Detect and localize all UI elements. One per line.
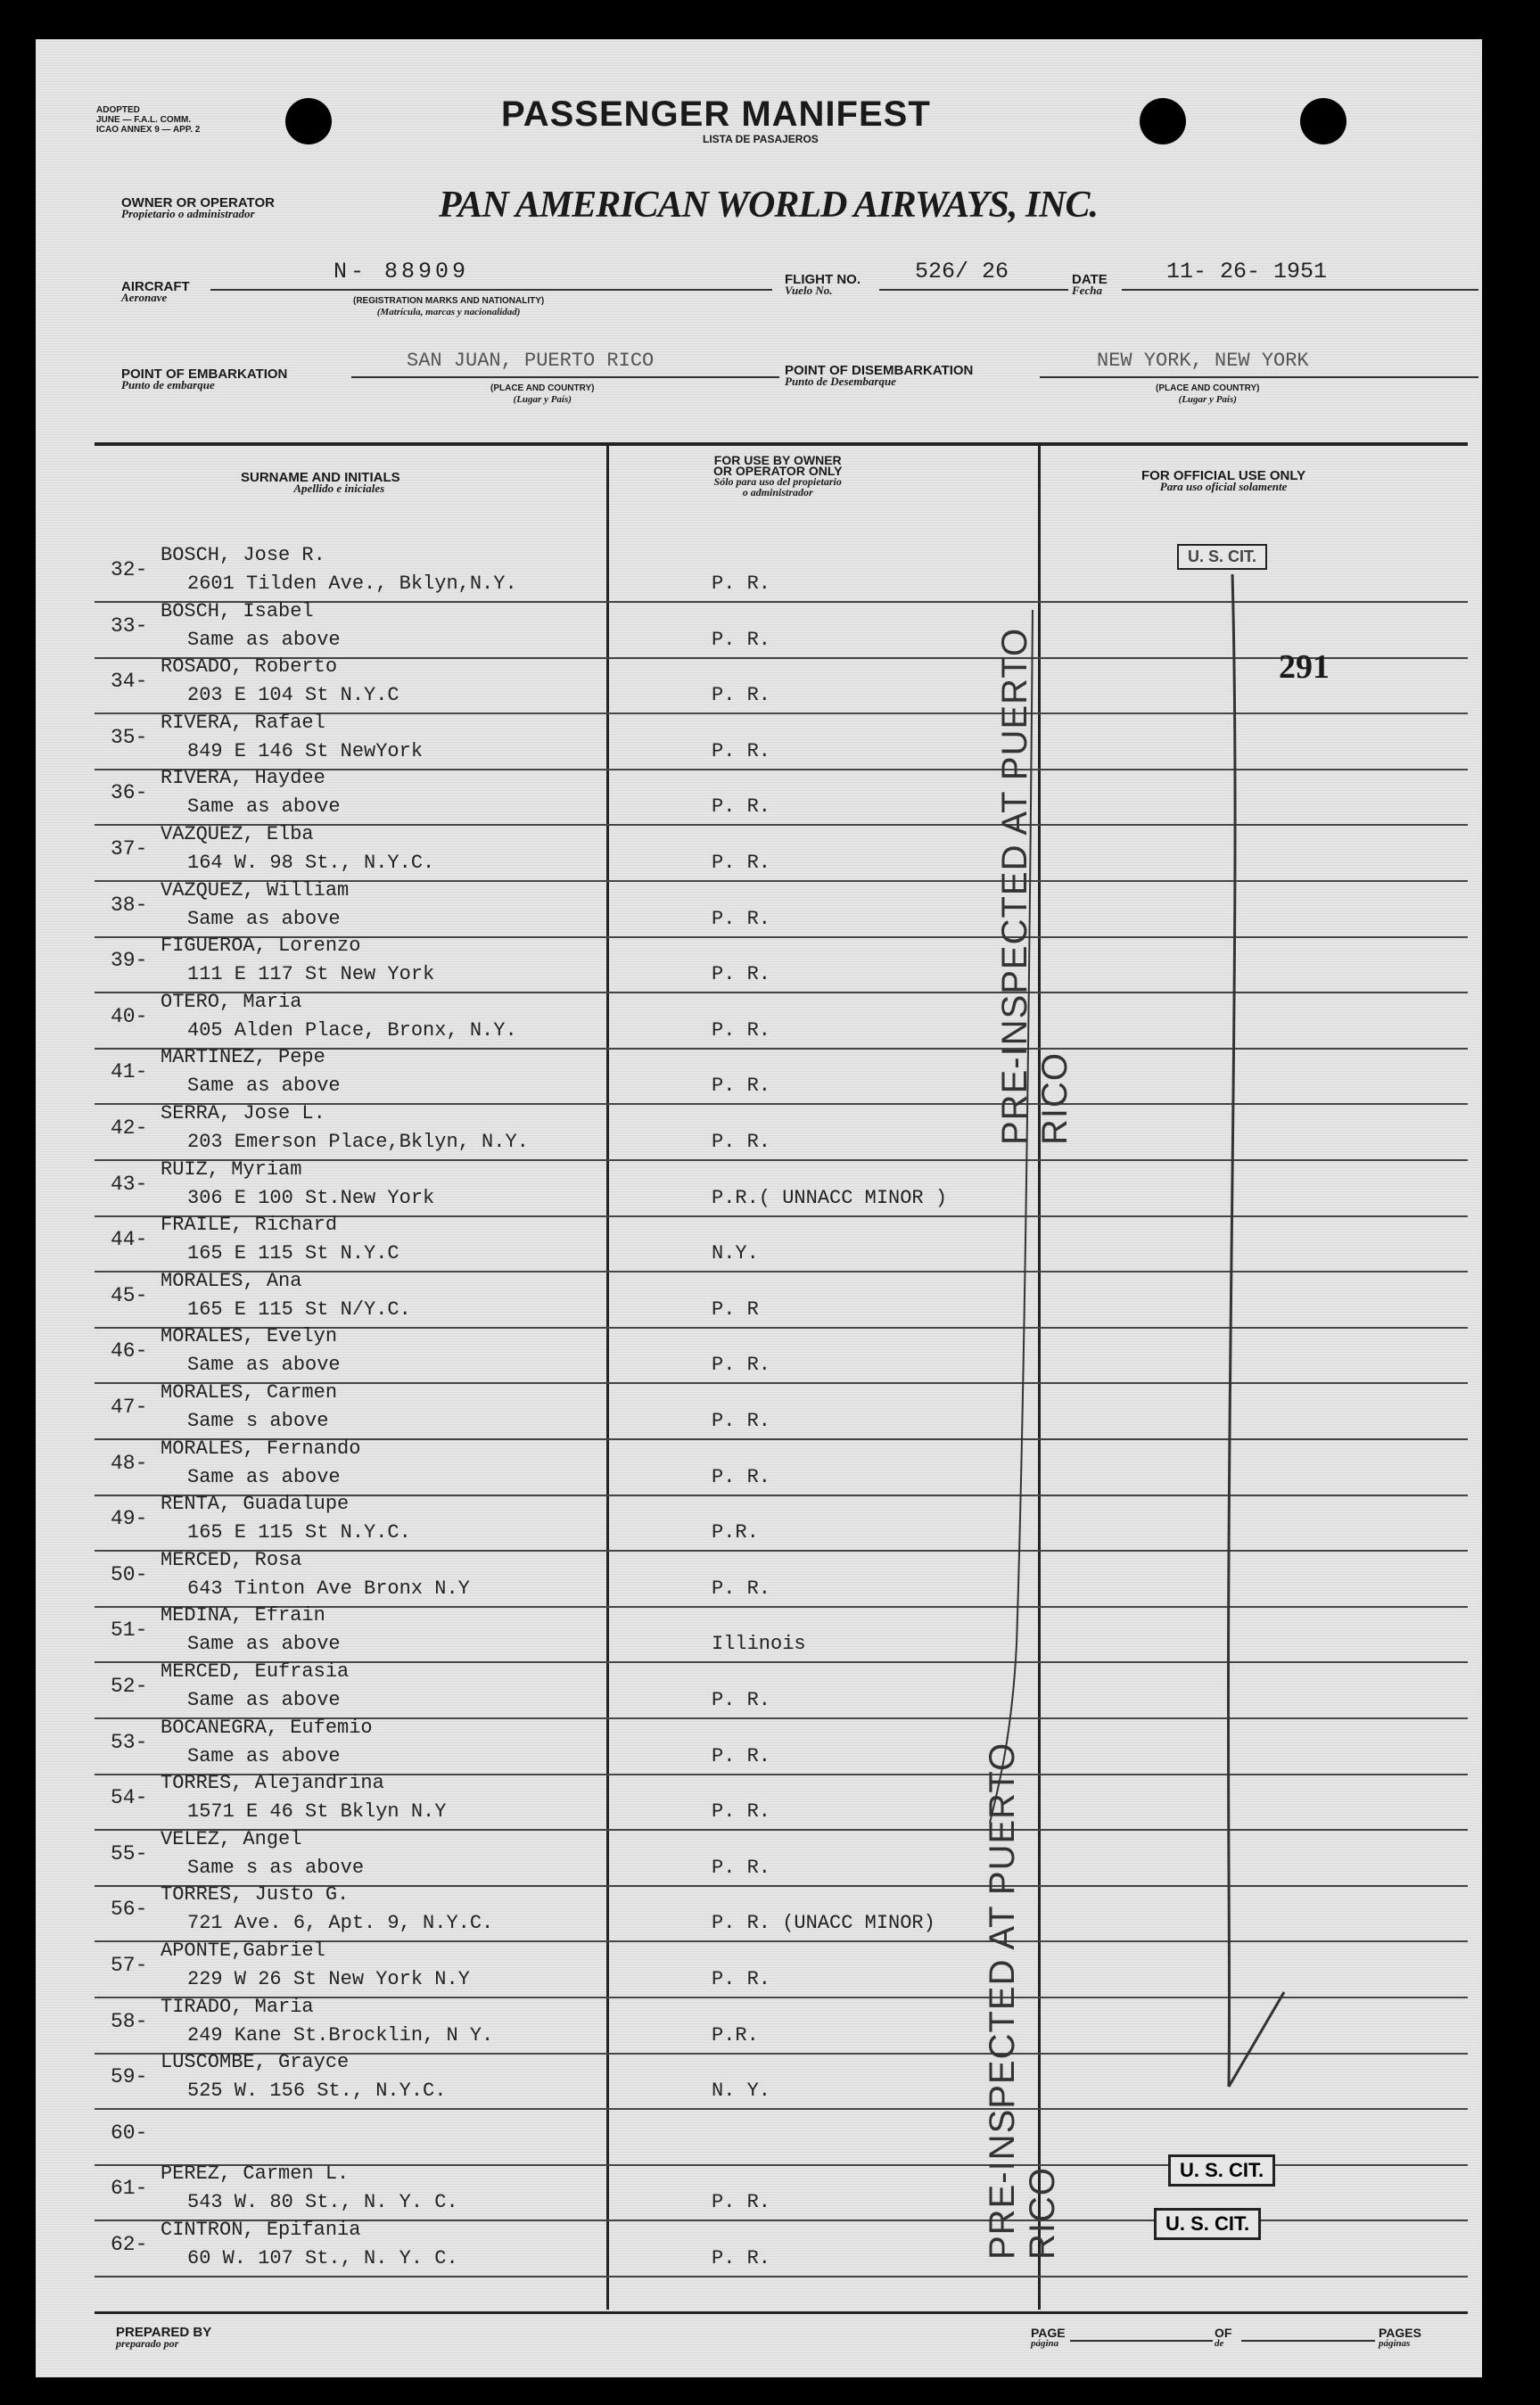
embark-label: POINT OF EMBARKATION Punto de embarque [121,367,288,391]
manifest-sheet [36,39,1482,2377]
passenger-name: RUIZ, Myriam [161,1157,302,1181]
row-number: 45- [111,1283,148,1307]
passenger-address: Same s above [187,1410,329,1432]
official-check-line [36,39,1482,2377]
passenger-name: MERCED, Rosa [161,1548,302,1571]
passenger-name: MARTINEZ, Pepe [161,1046,325,1069]
passenger-address: 203 Emerson Place,Bklyn, N.Y. [187,1131,529,1153]
passenger-address: 1571 E 46 St Bklyn N.Y [187,1800,447,1824]
passenger-address: Same as above [187,1075,341,1098]
owner-use-value: P. R. [712,852,771,874]
owner-use-value: P. R. [712,739,771,762]
passenger-address: 405 Alden Place, Bronx, N.Y. [187,1018,517,1042]
owner-use-value: Illinois [712,1633,806,1656]
passenger-name: VAZQUEZ, Elba [161,823,314,845]
footer-rule [95,2311,1468,2314]
row-number: 62- [111,2233,148,2256]
passenger-address: 543 W. 80 St., N. Y. C. [187,2191,458,2214]
owner-use-value: P.R. [712,2023,759,2047]
passenger-address: Same as above [187,1744,341,1767]
passenger-address: 229 W 26 St New York N.Y [187,1968,470,1990]
row-number: 58- [111,2009,148,2033]
column-header-owner: FOR USE BY OWNER OR OPERATOR ONLY Sólo para uso del propietario o administrador [713,453,843,498]
passenger-address: Same as above [187,628,341,651]
passenger-address: 721 Ave. 6, Apt. 9, N.Y.C. [187,1912,494,1935]
passenger-address: Same as above [187,1354,341,1377]
passenger-address: 203 E 104 St N.Y.C [187,684,399,707]
row-number: 40- [111,1004,148,1028]
passenger-address: Same as above [187,907,341,930]
passenger-address: 525 W. 156 St., N.Y.C. [187,2080,447,2103]
owner-use-value: P. R. [712,1465,771,1488]
owner-use-value: P. R. [712,628,771,651]
owner-use-value: P. R. [712,1354,771,1377]
passenger-address: Same s as above [187,1856,365,1879]
owner-use-value: P. R. [712,1131,771,1153]
passenger-name: FRAILE, Richard [161,1214,338,1237]
row-number: 59- [111,2065,148,2089]
owner-use-value: P. R. [712,1075,771,1098]
passenger-name: BOCANEGRA, Eufemio [161,1716,373,1739]
passenger-address: 111 E 117 St New York [187,963,435,986]
row-number: 61- [111,2177,148,2201]
passenger-address: Same as above [187,1633,341,1656]
passenger-address: Same as above [187,795,341,819]
owner-use-value: P. R. [712,1410,771,1432]
row-number: 60- [111,2121,148,2145]
passenger-name: SERRA, Jose L. [161,1102,325,1124]
passenger-name: MORALES, Evelyn [161,1325,338,1348]
owner-use-value: P. R. [712,1577,771,1600]
page-title: PASSENGER MANIFEST [501,95,931,134]
passenger-name: APONTE,Gabriel [161,1940,325,1962]
page-subtitle: LISTA DE PASAJEROS [703,133,819,145]
owner-use-value: N. Y. [712,2080,771,2103]
page-label: PAGE página [1031,2326,1066,2349]
row-number: 42- [111,1116,148,1140]
of-label: OF de [1215,2326,1232,2349]
owner-use-value: P. R. [712,2191,771,2214]
row-number: 34- [111,670,148,694]
owner-use-value: P. R. [712,963,771,986]
column-header-name: SURNAME AND INITIALS Apellido e iniciales [241,470,400,495]
row-number: 56- [111,1898,148,1922]
row-number: 57- [111,1954,148,1977]
row-number: 39- [111,949,148,973]
owner-use-value: P. R. [712,572,771,595]
row-number: 33- [111,614,148,638]
owner-use-value: P. R. [712,907,771,930]
underline [1241,2340,1375,2342]
passenger-name: BOSCH, Jose R. [161,544,325,566]
passenger-name: VAZQUEZ, William [161,878,350,902]
passenger-name: VELEZ, Angel [161,1827,302,1850]
passenger-address: 164 W. 98 St., N.Y.C. [187,852,435,874]
row-number: 51- [111,1618,148,1643]
row-number: 41- [111,1060,148,1084]
us-citizen-stamp-row-61: U. S. CIT. [1168,2154,1275,2187]
passenger-address: 306 E 100 St.New York [187,1186,435,1209]
owner-use-value: P. R. [712,1968,771,1990]
row-number: 46- [111,1339,148,1363]
owner-use-value: P. R. [712,684,771,707]
disembark-place-note: (PLACE AND COUNTRY) (Lugar y País) [1156,383,1260,405]
owner-value: PAN AMERICAN WORLD AIRWAYS, INC. [439,185,1099,226]
disembark-label: POINT OF DISEMBARKATION Punto de Desembarque [785,363,974,388]
passenger-name: BOSCH, Isabel [161,599,314,622]
passenger-name: MERCED, Eufrasia [161,1660,350,1683]
passenger-name: CINTRON, Epifania [161,2219,361,2241]
us-citizen-stamp-row-62: U. S. CIT. [1154,2208,1261,2240]
owner-use-value: P. R [712,1297,759,1321]
passenger-address: 165 E 115 St N/Y.C. [187,1297,411,1321]
owner-use-value: P. R. [712,1856,771,1879]
passenger-address: 249 Kane St.Brocklin, N Y. [187,2023,494,2047]
owner-use-value: P. R. (UNACC MINOR) [712,1912,935,1935]
row-number: 54- [111,1786,148,1810]
row-number: 52- [111,1675,148,1698]
passenger-address: 643 Tinton Ave Bronx N.Y [187,1577,470,1600]
embark-value: SAN JUAN, PUERTO RICO [407,350,655,372]
owner-use-value: P. R. [712,1744,771,1767]
form-adoption-note: ADOPTED JUNE — F.A.L. COMM. ICAO ANNEX 9 — APP. 2 [96,105,201,135]
passenger-address: Same as above [187,1689,341,1711]
owner-use-value: P. R. [712,2247,771,2269]
passenger-address: Same as above [187,1465,341,1488]
passenger-name: FIGUEROA, Lorenzo [161,935,361,958]
aircraft-label: AIRCRAFT Aeronave [121,279,190,304]
row-number: 32- [111,558,148,581]
row-number: 49- [111,1507,148,1531]
date-label: DATE Fecha [1072,272,1108,297]
row-number: 36- [111,781,148,805]
row-number: 43- [111,1172,148,1196]
row-number: 50- [111,1562,148,1586]
passenger-address: 165 E 115 St N.Y.C [187,1242,399,1265]
disembark-value: NEW YORK, NEW YORK [1097,350,1309,372]
prepared-by-label: PREPARED BY preparado por [116,2325,212,2350]
flight-value: 526/ 26 [915,259,1009,284]
owner-use-value: P. R. [712,1018,771,1042]
passenger-name: MEDINA, Efrain [161,1604,325,1627]
owner-label: OWNER OR OPERATOR Propietario o administrador [121,195,275,220]
passenger-address: 165 E 115 St N.Y.C. [187,1521,411,1544]
passenger-address: 849 E 146 St NewYork [187,739,424,762]
owner-use-value: N.Y. [712,1242,759,1265]
row-number: 35- [111,725,148,749]
aircraft-note: (REGISTRATION MARKS AND NATIONALITY) (Matrícula, marcas y nacionalidad) [353,296,545,317]
row-number: 44- [111,1228,148,1252]
flight-label: FLIGHT NO. Vuelo No. [785,272,861,297]
passenger-name: RIVERA, Haydee [161,767,325,790]
owner-use-value: P. R. [712,795,771,819]
aircraft-value: N- 88909 [334,259,470,284]
row-number: 55- [111,1841,148,1866]
passenger-name: MORALES, Fernando [161,1437,361,1460]
passenger-name: MORALES, Ana [161,1269,302,1292]
row-number: 37- [111,837,148,861]
owner-use-value: P. R. [712,1689,771,1711]
passenger-name: RENTA, Guadalupe [161,1493,350,1516]
passenger-name: TIRADO, Maria [161,1995,314,2018]
owner-use-value: P.R. [712,1521,759,1544]
passenger-address: 2601 Tilden Ave., Bklyn,N.Y. [187,572,517,595]
passenger-name: MORALES, Carmen [161,1381,338,1404]
official-count: 291 [1279,648,1330,686]
date-value: 11- 26- 1951 [1166,259,1328,284]
passenger-name: TORRES, Alejandrina [161,1772,384,1795]
passenger-name: RIVERA, Rafael [161,711,325,734]
row-number: 53- [111,1730,148,1754]
pre-inspected-stamp-upper: PRE-INSPECTED AT PUERTO RICO [995,627,1075,1145]
row-number: 38- [111,893,148,917]
passenger-name: PEREZ, Carmen L. [161,2162,350,2186]
passenger-address: 60 W. 107 St., N. Y. C. [187,2247,458,2269]
passenger-name: OTERO, Maria [161,990,302,1013]
us-citizen-stamp: U. S. CIT. [1177,544,1267,570]
owner-use-value: P.R.( UNNACC MINOR ) [712,1186,948,1209]
embark-place-note: (PLACE AND COUNTRY) (Lugar y País) [490,383,595,405]
passenger-name: ROSADO, Roberto [161,655,338,679]
owner-use-value: P. R. [712,1800,771,1824]
passenger-name: LUSCOMBE, Grayce [161,2051,350,2074]
passenger-name: TORRES, Justo G. [161,1883,350,1907]
pages-label: PAGES páginas [1379,2326,1421,2349]
underline [1070,2340,1213,2342]
column-header-official: FOR OFFICIAL USE ONLY Para uso oficial solamente [1141,468,1306,493]
pre-inspected-stamp-lower: PRE-INSPECTED AT PUERTO RICO [983,1742,1062,2260]
row-number: 47- [111,1396,148,1419]
row-number: 48- [111,1451,148,1475]
